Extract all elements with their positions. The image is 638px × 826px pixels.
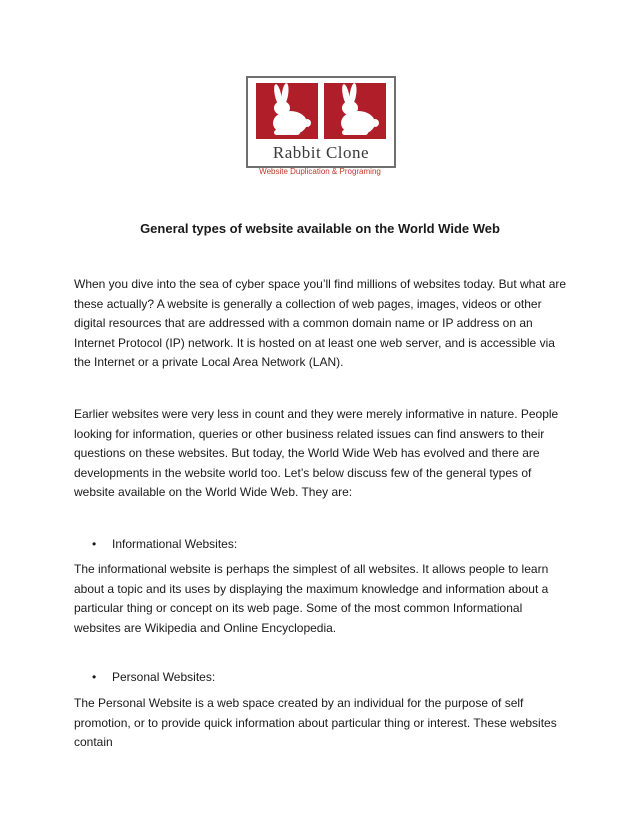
bullet-dot: • <box>92 670 97 684</box>
rabbit-icon <box>324 83 386 139</box>
bullet-label: Personal Websites: <box>112 670 216 684</box>
intro-paragraph: When you dive into the sea of cyber space you’ll find millions of websites today. But what are these actually? A website is generally a collection of web pages, images, videos or other digital resources that are addressed with a common domain name or IP address on an Internet Protocol (IP) network. It is hosted on at least one web server, and is accessible via the Internet or a private Local Area Network (LAN). <box>74 277 567 369</box>
informational-paragraph: The informational website is perhaps the simplest of all websites. It allows people to learn about a topic and its uses by displaying the maximum knowledge and information about a particular thing or concept on its web page. Some of the most common Informational websites are Wikipedia and Online Encyclopedia. <box>74 562 549 635</box>
logo-name: Rabbit Clone <box>272 143 370 162</box>
personal-paragraph: The Personal Website is a web space created by an individual for the purpose of self promotion, or to provide quick information about particular thing or interest. These websites contain <box>74 696 557 749</box>
logo-tagline: Website Duplication & Programing <box>259 167 381 176</box>
bullet-label: Informational Websites: <box>112 537 238 551</box>
bullet-informational-websites <box>92 535 237 554</box>
bullet-dot: • <box>92 537 97 551</box>
document-title: General types of website available on the World Wide Web <box>140 221 500 236</box>
rabbit-icon <box>256 83 318 139</box>
rabbit-clone-logo <box>246 76 394 178</box>
logo-frame <box>246 76 396 168</box>
history-paragraph: Earlier websites were very less in count and they were merely informative in nature. People looking for information, queries or other business related issues can find answers to their questions on these websites. But today, the World Wide Web has evolved and there are developments in the website world too. Let’s below discuss few of the general types of website available on the World Wide Web. They are: <box>74 407 559 499</box>
bullet-personal-websites <box>92 668 215 687</box>
